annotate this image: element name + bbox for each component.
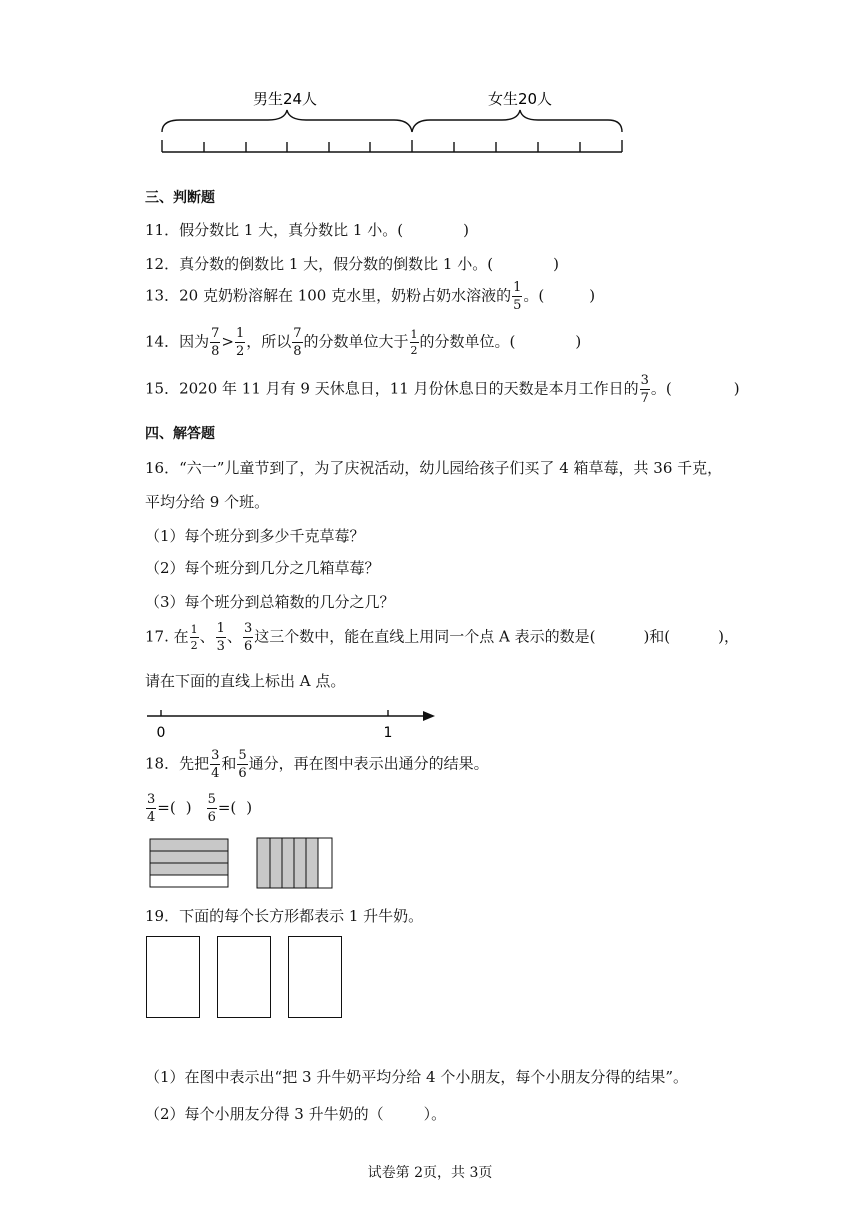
question-12: 12．真分数的倒数比 1 大，假分数的倒数比 1 小。( ) [145,255,559,273]
milk-rect-2[interactable] [217,936,271,1018]
question-16-line1: 16．“六一”儿童节到了，为了庆祝活动，幼儿园给孩子们买了 4 箱草莓，共 36 千克， [145,459,723,477]
label-0: 0 [156,725,166,741]
fraction-bar-five-sixths [256,837,336,891]
question-18: 18．先把 $\frac{3}{4}$ 和 $\frac{5}{6}$ 通分，再在图中表示出通分的结果。 [145,748,489,781]
milk-rect-1[interactable] [146,936,200,1018]
number-line[interactable] [145,703,445,745]
number-line-arrow [423,711,435,721]
label-1: 1 [383,725,393,741]
question-19-sub2: （2）每个小朋友分得 3 升牛奶的（ ）。 [145,1105,447,1123]
section-title-answers: 四、解答题 [145,426,215,442]
section-title-judgement: 三、判断题 [145,190,215,206]
question-19: 19．下面的每个长方形都表示 1 升牛奶。 [145,907,424,925]
question-18-equations: $\frac{3}{4}$ =( ) $\frac{5}{6}$ =( ) [147,792,253,825]
question-11: 11．假分数比 1 大，真分数比 1 小。( ) [145,221,469,239]
boys-brace [162,110,412,132]
girls-label: 女生20人 [487,90,553,108]
boys-label: 男生24人 [252,90,318,108]
segment-ticks [162,140,622,152]
question-19-sub1: （1）在图中表示出“把 3 升牛奶平均分给 4 个小朋友，每个小朋友分得的结果”。 [145,1068,689,1086]
question-16-sub1: （1）每个班分到多少千克草莓？ [145,527,365,545]
question-14: 14．因为 $\frac{7}{8}$ > $\frac{1}{2}$ ，所以 $\frac{7}{8}$ 的分数单位大于 $\frac{1}{2}$ 的分数单位。( ) [145,326,582,359]
fraction-1-5: $\frac{1}{5}$ [513,280,522,313]
milk-rect-3[interactable] [288,936,342,1018]
fraction-bar-three-quarters [149,838,231,890]
boys-girls-diagram [150,80,640,160]
question-13: 13．20 克奶粉溶解在 100 克水里，奶粉占奶水溶液的 $\frac{1}{5}$ 。( ) [145,280,596,313]
girls-brace [412,110,622,132]
question-16-sub3: （3）每个班分到总箱数的几分之几？ [145,593,395,611]
question-17: 17. 在 $\frac{1}{2}$ 、 $\frac{1}{3}$ 、 $\frac{3}{6}$ 这三个数中，能在直线上用同一个点 A 表示的数是( )和( )， [145,621,740,654]
question-15: 15．2020 年 11 月有 9 天休息日，11 月份休息日的天数是本月工作日的 $\frac{3}{7}$ 。( ) [145,373,740,406]
question-16-sub2: （2）每个班分到几分之几箱草莓？ [145,559,380,577]
question-17-line2: 请在下面的直线上标出 A 点。 [145,672,346,690]
question-16-line2: 平均分给 9 个班。 [145,493,270,511]
page-footer: 试卷第 2页，共 3页 [367,1165,493,1181]
